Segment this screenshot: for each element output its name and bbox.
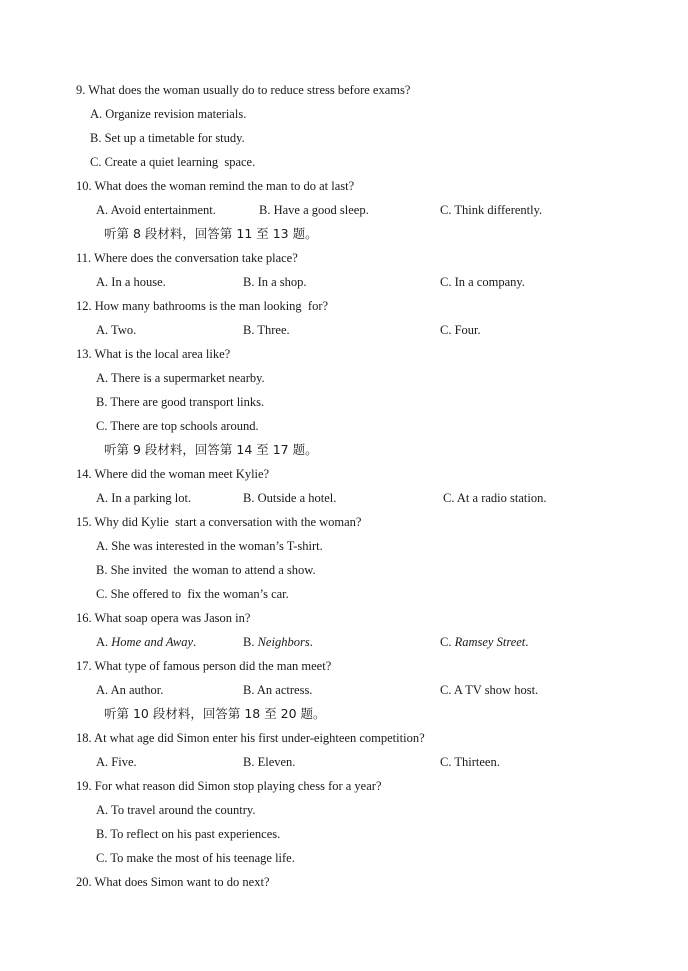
option-letter: B. xyxy=(243,635,258,649)
question-19-stem: 19. For what reason did Simon stop playing chess for a year? xyxy=(76,779,382,793)
question-12-option-b: B. Three. xyxy=(243,323,290,337)
question-20-stem: 20. What does Simon want to do next? xyxy=(76,875,270,889)
question-16-stem: 16. What soap opera was Jason in? xyxy=(76,611,251,625)
question-17-option-a: A. An author. xyxy=(96,683,164,697)
question-14-option-c: C. At a radio station. xyxy=(443,491,547,505)
option-period: . xyxy=(309,635,313,649)
question-17-stem: 17. What type of famous person did the man meet? xyxy=(76,659,332,673)
section-9-instruction: 听第 9 段材料，回答第 14 至 17 题。 xyxy=(104,442,318,457)
question-9-stem: 9. What does the woman usually do to reduce stress before exams? xyxy=(76,83,411,97)
question-17-option-c: C. A TV show host. xyxy=(440,683,539,697)
option-period: . xyxy=(193,635,197,649)
question-14-option-a: A. In a parking lot. xyxy=(96,491,192,505)
question-15-option-c: C. She offered to fix the woman’s car. xyxy=(96,587,289,601)
question-9-option-c: C. Create a quiet learning space. xyxy=(90,155,256,169)
option-letter: C. xyxy=(440,635,455,649)
question-14-option-b: B. Outside a hotel. xyxy=(243,491,337,505)
question-10-option-a: A. Avoid entertainment. xyxy=(96,203,216,217)
question-18-option-b: B. Eleven. xyxy=(243,755,296,769)
question-13-option-a: A. There is a supermarket nearby. xyxy=(96,371,265,385)
question-11-stem: 11. Where does the conversation take place? xyxy=(76,251,298,265)
question-15-stem: 15. Why did Kylie start a conversation with the woman? xyxy=(76,515,362,529)
question-14-stem: 14. Where did the woman meet Kylie? xyxy=(76,467,270,481)
question-18-option-c: C. Thirteen. xyxy=(440,755,500,769)
question-19-option-b: B. To reflect on his past experiences. xyxy=(96,827,281,841)
question-11-option-b: B. In a shop. xyxy=(243,275,307,289)
question-11-option-c: C. In a company. xyxy=(440,275,525,289)
question-16-option-a xyxy=(96,634,196,650)
question-10-option-c: C. Think differently. xyxy=(440,203,543,217)
question-10-option-b: B. Have a good sleep. xyxy=(259,203,369,217)
question-15-option-a: A. She was interested in the woman’s T-shirt. xyxy=(96,539,323,553)
question-16-option-b xyxy=(243,634,313,650)
section-10-instruction: 听第 10 段材料，回答第 18 至 20 题。 xyxy=(104,706,326,721)
question-18-stem: 18. At what age did Simon enter his first under-eighteen competition? xyxy=(76,731,425,745)
question-9-option-b: B. Set up a timetable for study. xyxy=(90,131,245,145)
section-8-instruction: 听第 8 段材料，回答第 11 至 13 题。 xyxy=(104,226,318,241)
option-title: Home and Away xyxy=(111,635,193,649)
question-18-option-a: A. Five. xyxy=(96,755,137,769)
question-11-option-a: A. In a house. xyxy=(96,275,166,289)
option-title: Neighbors xyxy=(257,635,310,649)
question-13-option-c: C. There are top schools around. xyxy=(96,419,259,433)
question-17-option-b: B. An actress. xyxy=(243,683,313,697)
question-9-option-a: A. Organize revision materials. xyxy=(90,107,247,121)
question-13-option-b: B. There are good transport links. xyxy=(96,395,265,409)
question-13-stem: 13. What is the local area like? xyxy=(76,347,231,361)
question-19-option-c: C. To make the most of his teenage life. xyxy=(96,851,295,865)
question-12-stem: 12. How many bathrooms is the man looking for? xyxy=(76,299,329,313)
question-12-option-c: C. Four. xyxy=(440,323,481,337)
option-letter: A. xyxy=(96,635,112,649)
question-19-option-a: A. To travel around the country. xyxy=(96,803,256,817)
question-15-option-b: B. She invited the woman to attend a show. xyxy=(96,563,316,577)
question-12-option-a: A. Two. xyxy=(96,323,137,337)
option-period: . xyxy=(525,635,529,649)
question-16-option-c xyxy=(440,634,528,650)
question-10-stem: 10. What does the woman remind the man to do at last? xyxy=(76,179,355,193)
option-title: Ramsey Street xyxy=(454,635,526,649)
